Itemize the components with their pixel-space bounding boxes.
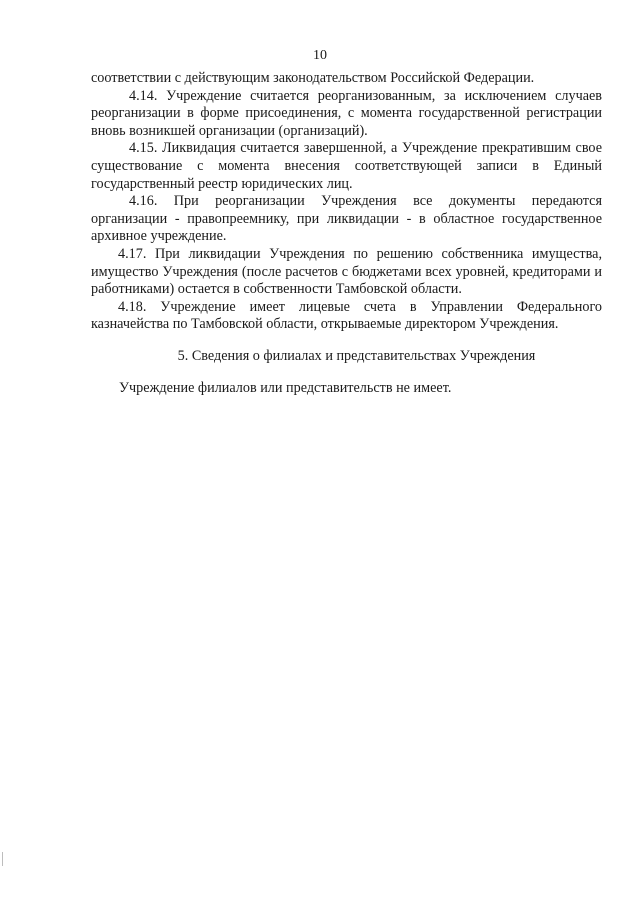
paragraph-4-17: 4.17. При ликвидации Учреждения по решению собственника имущества, имущество Учреждения (после расчетов с бюджетами всех уровней, кредиторами и работниками) остается в собственности Тамбовской области.	[91, 245, 602, 298]
page-content	[91, 70, 602, 397]
scan-artifact-mark	[2, 852, 3, 866]
paragraph-continuation: соответствии с действующим законодательством Российской Федерации.	[91, 70, 535, 86]
paragraph-4-15: 4.15. Ликвидация считается завершенной, а Учреждение прекратившим свое существование с момента внесения соответствующей записи в Единый государственный реестр юридических лиц.	[91, 140, 602, 192]
paragraph-4-16: 4.16. При реорганизации Учреждения все документы передаются организации - правопреемнику, при ликвидации - в областное государственное архивное учреждение.	[91, 193, 602, 245]
paragraph-4-14: 4.14. Учреждение считается реорганизованным, за исключением случаев реорганизации в форме присоединения, с момента государственной регистрации вновь возникшей организации (организаций).	[91, 87, 602, 139]
section-5-body: Учреждение филиалов или представительств не имеет.	[119, 379, 452, 396]
page-number: 10	[313, 48, 327, 63]
paragraph-4-18: 4.18. Учреждение имеет лицевые счета в Управлении Федерального казначейства по Тамбовской области, открываемые директором Учреждения.	[91, 298, 602, 333]
section-5-heading: 5. Сведения о филиалах и представительствах Учреждения	[177, 347, 536, 364]
